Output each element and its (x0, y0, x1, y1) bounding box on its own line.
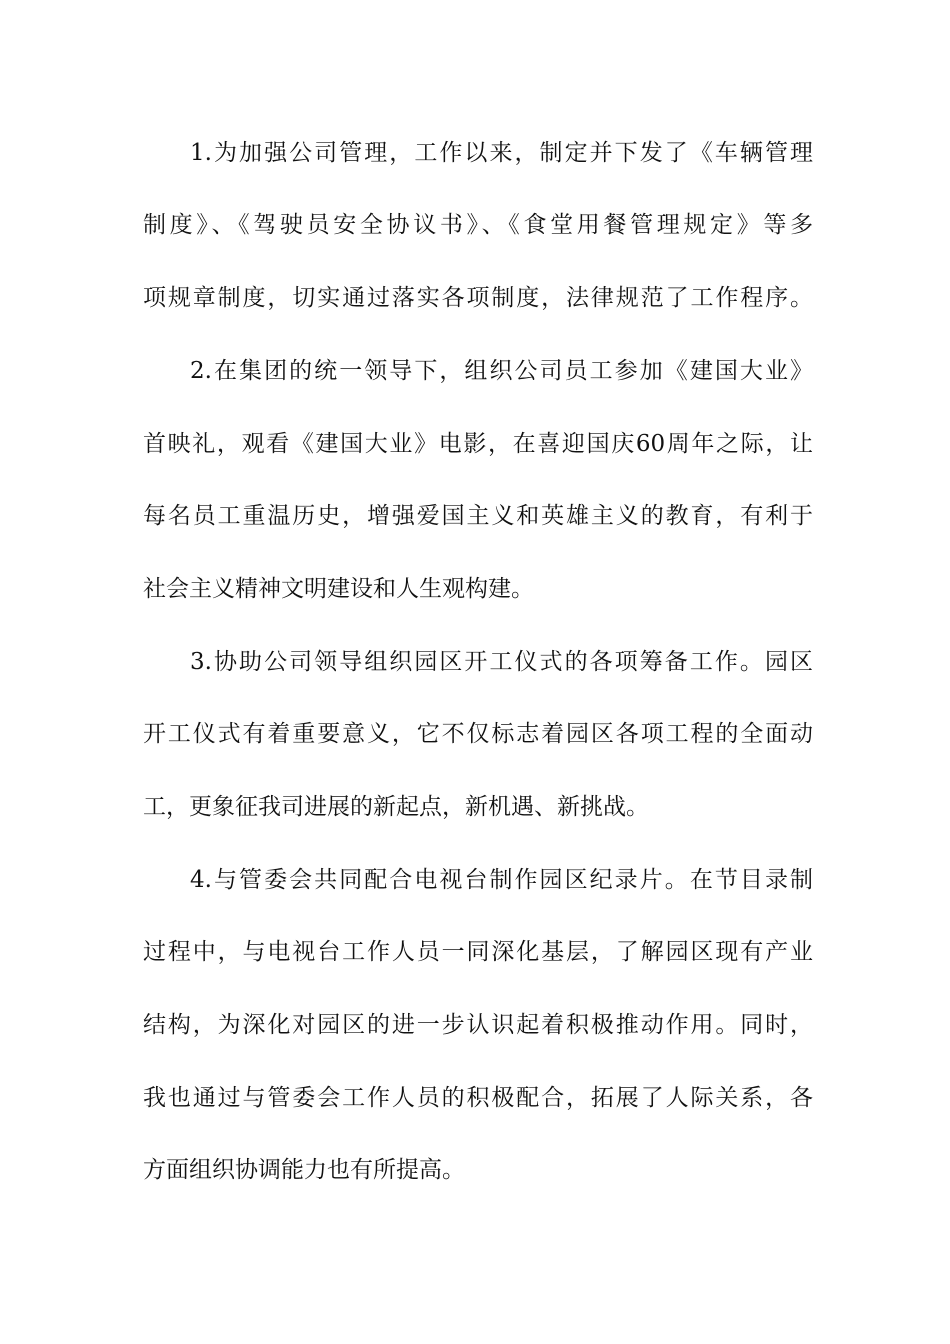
paragraph-4-line-3: 结构，为深化对园区的进一步认识起着积极推动作用。同时， (143, 1012, 813, 1038)
paragraph-4-line-2: 过程中，与电视台工作人员一同深化基层，了解园区现有产业 (143, 939, 813, 965)
paragraph-4-line-4: 我也通过与管委会工作人员的积极配合，拓展了人际关系，各 (143, 1085, 813, 1111)
paragraph-4-line-1: 4.与管委会共同配合电视台制作园区纪录片。在节目录制 (190, 867, 813, 893)
paragraph-2-line-1: 2.在集团的统一领导下，组织公司员工参加《建国大业》 (190, 358, 813, 384)
paragraph-3-line-2: 开工仪式有着重要意义，它不仅标志着园区各项工程的全面动 (143, 721, 813, 747)
paragraph-3-line-3: 工，更象征我司进展的新起点，新机遇、新挑战。 (143, 794, 649, 820)
paragraph-1-line-3: 项规章制度，切实通过落实各项制度，法律规范了工作程序。 (143, 285, 813, 311)
paragraph-3-line-1: 3.协助公司领导组织园区开工仪式的各项筹备工作。园区 (190, 649, 813, 675)
paragraph-2-line-4: 社会主义精神文明建设和人生观构建。 (143, 576, 534, 602)
paragraph-2-line-2: 首映礼，观看《建国大业》电影，在喜迎国庆60周年之际，让 (143, 431, 813, 457)
paragraph-2-line-3: 每名员工重温历史，增强爱国主义和英雄主义的教育，有利于 (143, 503, 813, 529)
paragraph-1-line-1: 1.为加强公司管理，工作以来，制定并下发了《车辆管理 (190, 140, 813, 166)
paragraph-1-line-2: 制度》、《驾驶员安全协议书》、《食堂用餐管理规定》等多 (143, 212, 813, 238)
paragraph-4-line-5: 方面组织协调能力也有所提高。 (143, 1157, 465, 1183)
